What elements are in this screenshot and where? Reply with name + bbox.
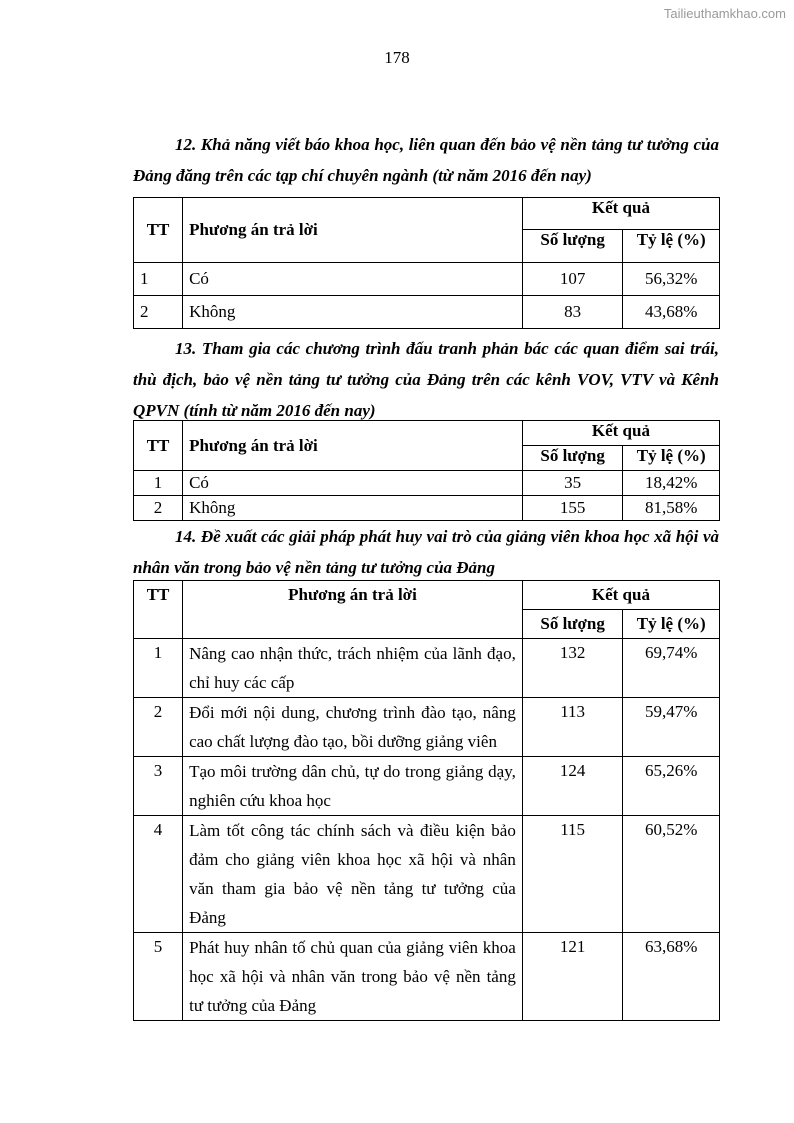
section-13-heading: 13. Tham gia các chương trình đấu tranh phản bác các quan điểm sai trái, thù địch, bảo vệ nền tảng tư tưởng của Đảng trên các kênh VOV, VTV và Kênh QPVN (tính từ năm 2016 đến nay) xyxy=(133,339,719,420)
row-ratio: 43,68% xyxy=(623,296,720,329)
page-number: 178 xyxy=(384,48,410,67)
header-tt: TT xyxy=(134,421,183,471)
table-row xyxy=(134,263,720,296)
row-count: 35 xyxy=(522,471,623,496)
row-count: 121 xyxy=(522,933,623,1021)
watermark: Tailieuthamkhao.com xyxy=(663,6,786,21)
row-ratio: 60,52% xyxy=(623,816,720,933)
row-ratio: 69,74% xyxy=(623,639,720,698)
row-ratio: 65,26% xyxy=(623,757,720,816)
header-answer: Phương án trả lời xyxy=(183,421,523,471)
row-count: 124 xyxy=(522,757,623,816)
table-row xyxy=(134,933,720,1021)
row-tt: 2 xyxy=(134,296,183,329)
row-tt: 1 xyxy=(134,471,183,496)
row-answer: Tạo môi trường dân chủ, tự do trong giảng dạy, nghiên cứu khoa học xyxy=(183,757,523,816)
row-count: 155 xyxy=(522,496,623,521)
row-tt: 2 xyxy=(134,698,183,757)
header-tt: TT xyxy=(134,581,183,639)
row-answer: Không xyxy=(183,296,523,329)
table-row xyxy=(134,639,720,698)
row-tt: 3 xyxy=(134,757,183,816)
row-tt: 2 xyxy=(134,496,183,521)
row-answer: Phát huy nhân tố chủ quan của giảng viên khoa học xã hội và nhân văn trong bảo vệ nền tảng tư tưởng của Đảng xyxy=(183,933,523,1021)
row-tt: 1 xyxy=(134,639,183,698)
row-answer: Không xyxy=(183,496,523,521)
section-12-table xyxy=(133,197,720,329)
row-answer: Có xyxy=(183,471,523,496)
table-row xyxy=(134,757,720,816)
header-result: Kết quả xyxy=(522,581,719,610)
header-result: Kết quả xyxy=(522,421,719,446)
row-count: 107 xyxy=(522,263,623,296)
header-tt: TT xyxy=(134,198,183,263)
row-count: 132 xyxy=(522,639,623,698)
row-count: 83 xyxy=(522,296,623,329)
row-ratio: 56,32% xyxy=(623,263,720,296)
header-ratio: Tỷ lệ (%) xyxy=(623,230,720,263)
section-14-heading: 14. Đề xuất các giải pháp phát huy vai trò của giảng viên khoa học xã hội và nhân văn trong bảo vệ nền tảng tư tưởng của Đảng xyxy=(133,527,719,577)
row-ratio: 18,42% xyxy=(623,471,720,496)
row-answer: Có xyxy=(183,263,523,296)
section-13-table xyxy=(133,420,720,521)
table-row xyxy=(134,471,720,496)
header-result: Kết quả xyxy=(522,198,719,230)
row-ratio: 63,68% xyxy=(623,933,720,1021)
table-row xyxy=(134,816,720,933)
row-count: 113 xyxy=(522,698,623,757)
row-ratio: 81,58% xyxy=(623,496,720,521)
row-tt: 4 xyxy=(134,816,183,933)
row-answer: Làm tốt công tác chính sách và điều kiện bảo đảm cho giảng viên khoa học xã hội và nhân văn tham gia bảo vệ nền tảng tư tưởng của Đảng xyxy=(183,816,523,933)
table-row xyxy=(134,296,720,329)
section-14-table xyxy=(133,580,720,1021)
header-ratio: Tỷ lệ (%) xyxy=(623,610,720,639)
row-tt: 5 xyxy=(134,933,183,1021)
row-answer: Đổi mới nội dung, chương trình đào tạo, nâng cao chất lượng đào tạo, bồi dưỡng giảng viên xyxy=(183,698,523,757)
header-count: Số lượng xyxy=(522,446,623,471)
header-ratio: Tỷ lệ (%) xyxy=(623,446,720,471)
row-tt: 1 xyxy=(134,263,183,296)
row-count: 115 xyxy=(522,816,623,933)
table-row xyxy=(134,698,720,757)
table-row xyxy=(134,496,720,521)
header-answer: Phương án trả lời xyxy=(183,581,523,639)
section-12-heading: 12. Khả năng viết báo khoa học, liên quan đến bảo vệ nền tảng tư tưởng của Đảng đăng trên các tạp chí chuyên ngành (từ năm 2016 đến nay) xyxy=(133,135,719,185)
row-ratio: 59,47% xyxy=(623,698,720,757)
header-answer: Phương án trả lời xyxy=(183,198,523,263)
header-count: Số lượng xyxy=(522,230,623,263)
row-answer: Nâng cao nhận thức, trách nhiệm của lãnh đạo, chỉ huy các cấp xyxy=(183,639,523,698)
header-count: Số lượng xyxy=(522,610,623,639)
